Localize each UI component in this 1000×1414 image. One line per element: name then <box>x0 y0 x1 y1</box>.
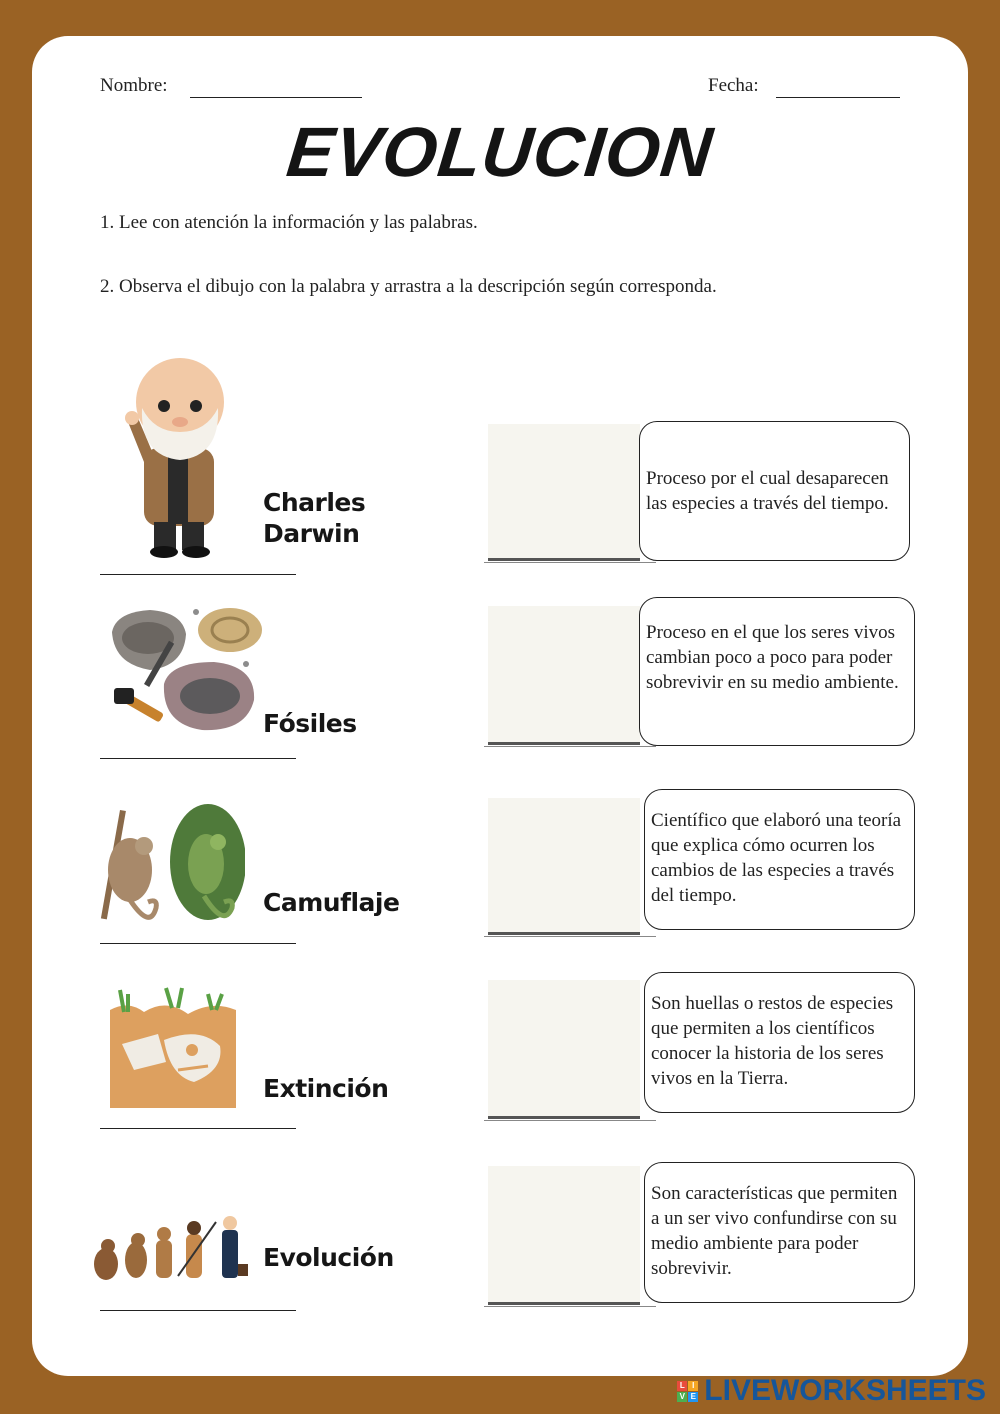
description-text-1: Proceso por el cual desaparecen las especies a través del tiempo. <box>646 468 889 514</box>
answer-line-5[interactable] <box>100 1310 296 1311</box>
word-extincion: Extinción <box>263 1074 389 1103</box>
answer-line-2[interactable] <box>100 758 296 759</box>
name-input-line[interactable] <box>190 97 362 98</box>
drop-zone-5[interactable] <box>488 1166 640 1305</box>
liveworksheets-brand: LIVEWORKSHEETS <box>704 1374 986 1407</box>
human-evolution-illustration <box>92 1214 250 1290</box>
chameleon-camouflage-illustration <box>100 800 245 930</box>
drop-zone-4[interactable] <box>488 980 640 1119</box>
description-text-4: Son huellas o restos de especies que permiten a los científicos conocer la historia de los seres vivos en la Tierra. <box>651 993 894 1089</box>
word-evolucion: Evolución <box>263 1243 394 1272</box>
description-text-5: Son características que permiten a un ser vivo confundirse con su medio ambiente para poder sobrevivir. <box>651 1183 898 1279</box>
description-box-2 <box>639 597 915 746</box>
drop-zone-3[interactable] <box>488 798 640 935</box>
word-camuflaje: Camuflaje <box>263 888 400 917</box>
description-box-5 <box>644 1162 915 1303</box>
answer-line-1[interactable] <box>100 574 296 575</box>
date-label: Fecha: <box>708 75 759 96</box>
fossils-illustration <box>106 604 266 740</box>
word-line-1: Charles <box>263 488 366 517</box>
liveworksheets-logo <box>677 1374 986 1408</box>
liveworksheets-logo-icon: L I V E <box>677 1381 698 1402</box>
drop-zone-2[interactable] <box>488 606 640 745</box>
description-box-4 <box>644 972 915 1113</box>
answer-line-3[interactable] <box>100 943 296 944</box>
drop-zone-1[interactable] <box>488 424 640 561</box>
description-box-3 <box>644 789 915 930</box>
word-charles-darwin <box>263 487 365 549</box>
instruction-2: 2. Observa el dibujo con la palabra y arrastra a la descripción según corresponda. <box>100 276 717 297</box>
charles-darwin-illustration <box>110 352 250 564</box>
word-line-2: Darwin <box>263 519 360 548</box>
description-text-3: Científico que elaboró una teoría que explica cómo ocurren los cambios de las especies a través del tiempo. <box>651 810 902 906</box>
word-fosiles: Fósiles <box>263 709 357 738</box>
page-title: EVOLUCION <box>283 113 717 191</box>
date-input-line[interactable] <box>776 97 900 98</box>
description-box-1 <box>639 421 910 561</box>
buried-skeleton-illustration <box>108 986 240 1112</box>
instruction-1: 1. Lee con atención la información y las palabras. <box>100 212 478 233</box>
name-label: Nombre: <box>100 75 168 96</box>
answer-line-4[interactable] <box>100 1128 296 1129</box>
description-text-2: Proceso en el que los seres vivos cambian poco a poco para poder sobrevivir en su medio ambiente. <box>646 622 899 693</box>
